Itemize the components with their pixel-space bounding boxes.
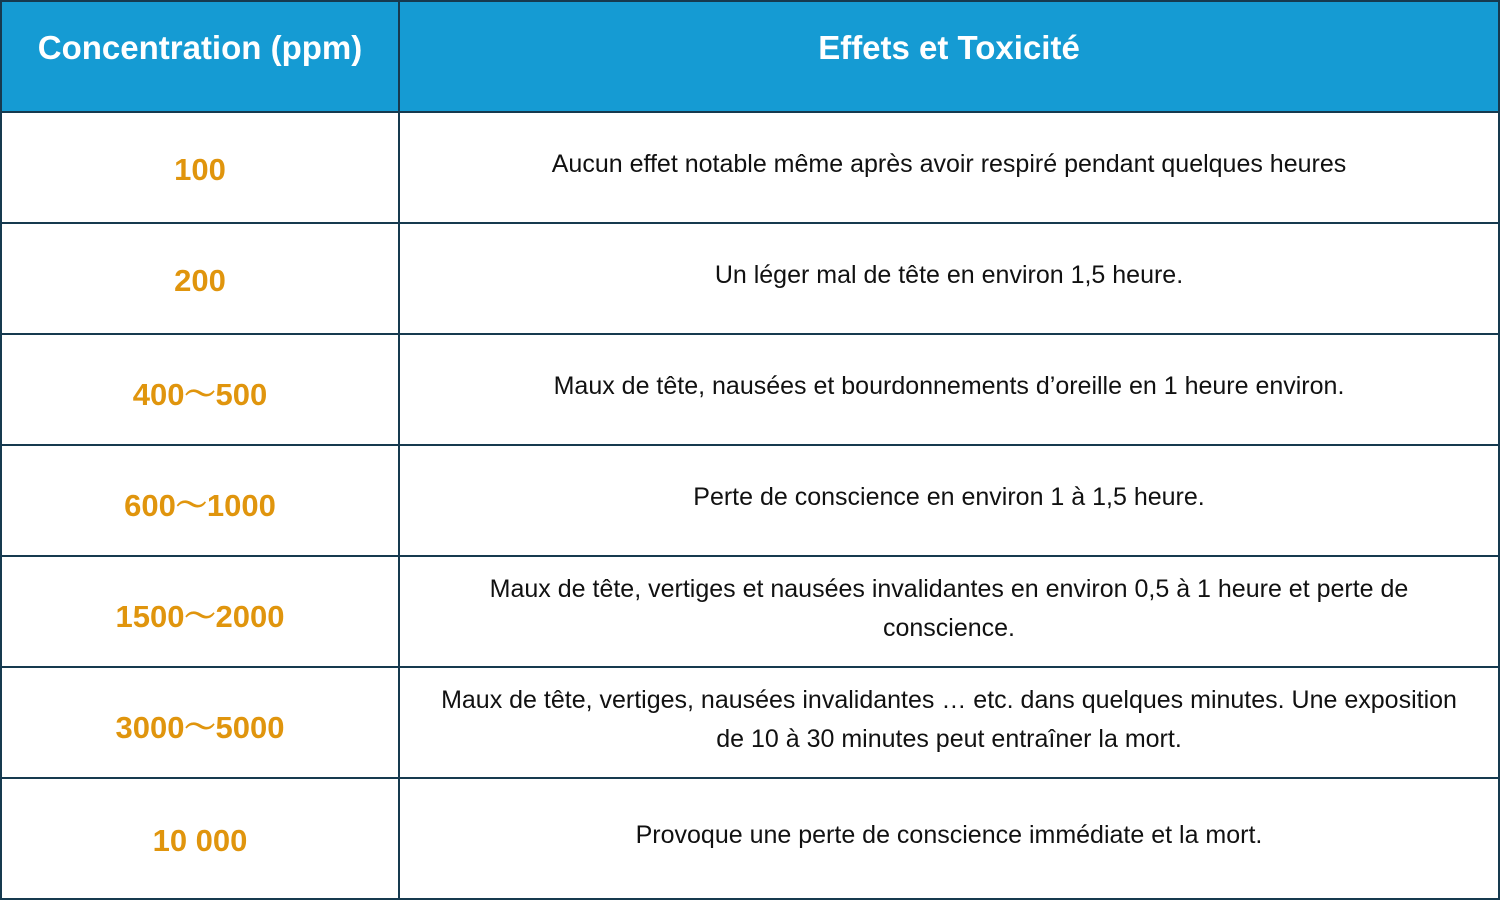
- concentration-cell: 600〜1000: [2, 446, 400, 557]
- concentration-cell: 3000〜5000: [2, 668, 400, 779]
- effect-cell: Aucun effet notable même après avoir respiré pendant quelques heures: [400, 113, 1498, 224]
- effect-cell: Maux de tête, vertiges, nausées invalidantes … etc. dans quelques minutes. Une exposition de 10 à 30 minutes peut entraîner la mort.: [400, 668, 1498, 779]
- concentration-cell: 100: [2, 113, 400, 224]
- effect-cell: Maux de tête, vertiges et nausées invalidantes en environ 0,5 à 1 heure et perte de conscience.: [400, 557, 1498, 668]
- concentration-cell: 10 000: [2, 779, 400, 898]
- header-effects: Effets et Toxicité: [400, 2, 1498, 113]
- effect-cell: Provoque une perte de conscience immédiate et la mort.: [635, 821, 1263, 849]
- concentration-cell: 1500〜2000: [2, 557, 400, 668]
- concentration-cell: 400〜500: [2, 335, 400, 446]
- effect-cell: Un léger mal de tête en environ 1,5 heure.: [400, 224, 1498, 335]
- effect-cell: Perte de conscience en environ 1 à 1,5 heure.: [400, 446, 1498, 557]
- concentration-cell: 200: [2, 224, 400, 335]
- header-concentration: Concentration (ppm): [2, 2, 400, 113]
- effect-cell: Maux de tête, nausées et bourdonnements d’oreille en 1 heure environ.: [400, 335, 1498, 446]
